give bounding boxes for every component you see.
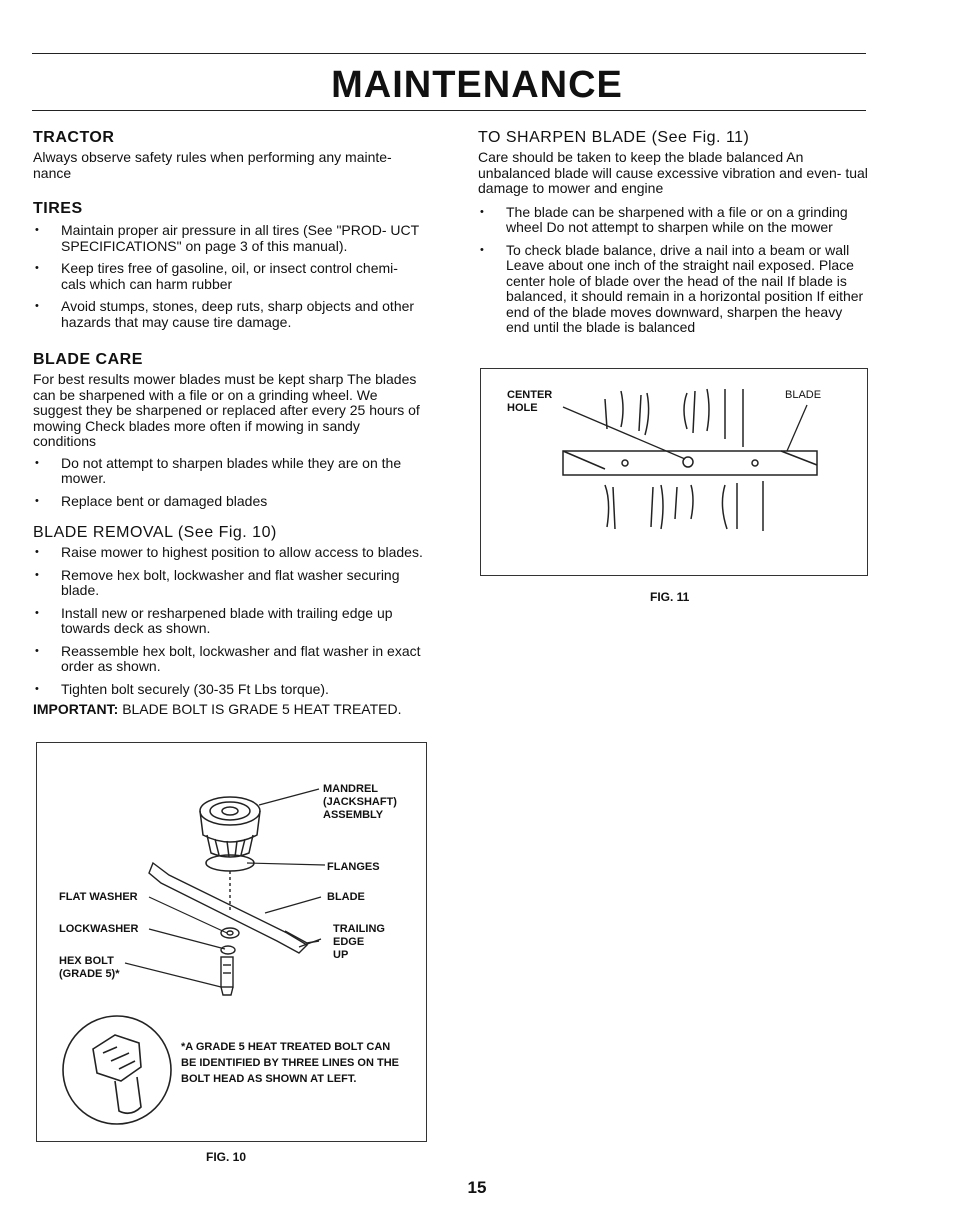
list-item: • Reassemble hex bolt, lockwasher and flat washer in exact order as shown.: [33, 644, 425, 675]
list-item: • Remove hex bolt, lockwasher and flat washer securing blade.: [33, 568, 425, 599]
list-item: • Install new or resharpened blade with trailing edge up towards deck as shown.: [33, 606, 425, 637]
list-item: • Keep tires free of gasoline, oil, or insect control chemi- cals which can harm rubber: [33, 261, 425, 292]
label-trailing-line2: EDGE: [333, 936, 365, 948]
section-blade-care: [33, 350, 425, 509]
left-column: [33, 128, 425, 718]
label-flat-washer: FLAT WASHER: [59, 891, 138, 903]
label-trailing-line3: UP: [333, 949, 349, 961]
list-item: • Avoid stumps, stones, deep ruts, sharp objects and other hazards that may cause tire damage.: [33, 299, 425, 330]
list-item: • Maintain proper air pressure in all tires (See "PROD- UCT SPECIFICATIONS" on page 3 of this manual).: [33, 223, 425, 254]
label-hex-bolt-line1: HEX BOLT: [59, 955, 114, 967]
top-rule: [32, 53, 866, 54]
list-item: • Tighten bolt securely (30-35 Ft Lbs torque).: [33, 682, 425, 698]
mandrel-assembly-drawing: [200, 797, 260, 871]
label-center-line1: CENTER: [507, 389, 553, 401]
fig10-frame: [36, 742, 427, 1142]
label-blade: BLADE: [327, 891, 365, 903]
fig11-frame: [480, 368, 868, 576]
label-center-hole: [507, 389, 552, 415]
blade-removal-list: [33, 545, 425, 697]
list-item: • To check blade balance, drive a nail into a beam or wall Leave about one inch of the straight nail exposed. Place center hole of blade over the head of the nail If blade is balanced, it should remain in a horizontal position If either end of the blade moves downward, sharpen the heavy end until the blade is balanced: [478, 243, 868, 336]
heading-blade-care: BLADE CARE: [33, 351, 143, 368]
fig11-caption: FIG. 11: [650, 590, 690, 604]
section-sharpen: [478, 128, 868, 336]
right-column: [478, 128, 868, 343]
blade-drawing: [149, 863, 319, 953]
label-hex-bolt-line2: (GRADE 5)*: [59, 968, 120, 980]
sharpen-body: Care should be taken to keep the blade balanced An unbalanced blade will cause excessive vibration and even- tual damage to mower and engine: [478, 149, 868, 196]
grade5-note: *A GRADE 5 HEAT TREATED BOLT CAN BE IDENTIFIED BY THREE LINES ON THE BOLT HEAD AS SHOWN AT LEFT.: [181, 1041, 399, 1085]
blade-care-body: For best results mower blades must be kept sharp The blades can be sharpened with a file or on a grinding wheel. We suggest they be sharpened or replaced after every 25 hours of mowing Check blades more often if mowing in sandy conditions: [33, 371, 420, 449]
label-flanges: FLANGES: [327, 861, 380, 873]
label-trailing-edge: [333, 923, 385, 962]
section-tires: [33, 199, 425, 330]
balance-blade-drawing: [563, 451, 817, 475]
list-item: • Replace bent or damaged blades: [33, 494, 425, 510]
title-underline: [32, 110, 866, 111]
important-note: [33, 702, 425, 718]
label-fig11-blade: BLADE: [785, 389, 822, 401]
list-item: • Raise mower to highest position to allow access to blades.: [33, 545, 425, 561]
sharpen-list: [478, 205, 868, 336]
label-center-line2: HOLE: [507, 402, 538, 414]
list-item: • The blade can be sharpened with a file or on a grinding wheel Do not attempt to sharpen while on the mower: [478, 205, 868, 236]
section-tractor: [33, 128, 425, 181]
page-title: MAINTENANCE: [331, 64, 623, 106]
tractor-body: Always observe safety rules when performing any mainte- nance: [33, 149, 392, 181]
list-item: • Do not attempt to sharpen blades while they are on the mower.: [33, 456, 425, 487]
important-text: BLADE BOLT IS GRADE 5 HEAT TREATED.: [122, 701, 402, 717]
heading-blade-removal: BLADE REMOVAL (See Fig. 10): [33, 524, 277, 541]
label-mandrel-line3: ASSEMBLY: [323, 809, 384, 821]
hardware-drawing: [221, 928, 239, 995]
blade-care-list: [33, 456, 425, 510]
label-lockwasher: LOCKWASHER: [59, 923, 139, 935]
label-mandrel-line1: MANDREL: [323, 783, 378, 795]
label-mandrel: [323, 783, 397, 822]
important-label: IMPORTANT:: [33, 701, 119, 717]
heading-sharpen: TO SHARPEN BLADE (See Fig. 11): [478, 129, 750, 146]
fig10-caption: FIG. 10: [206, 1150, 247, 1164]
page-number: 15: [467, 1178, 487, 1197]
heading-tires: TIRES: [33, 200, 83, 217]
label-trailing-line1: TRAILING: [333, 923, 385, 935]
label-mandrel-line2: (JACKSHAFT): [323, 796, 397, 808]
section-blade-removal: [33, 523, 425, 718]
label-hex-bolt: [59, 955, 120, 981]
heading-tractor: TRACTOR: [33, 129, 115, 146]
bolt-head-detail: [63, 1016, 171, 1124]
tires-list: [33, 223, 425, 330]
